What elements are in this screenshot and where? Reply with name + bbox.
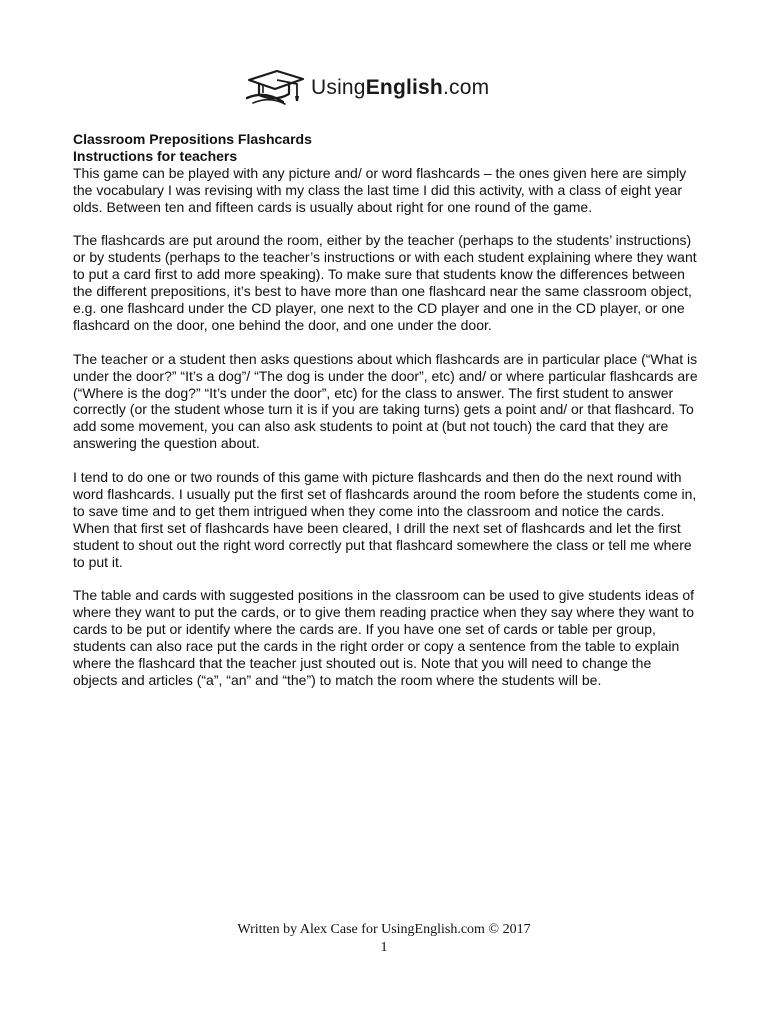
page-number: 1 <box>380 940 388 955</box>
page-footer <box>0 921 768 957</box>
paragraph: This game can be played with any picture and/ or word flashcards – the ones given here are simply the vocabulary I was revising with my class the last time I did this activity, with a class of eight year olds. Between ten and fifteen cards is usually about right for one round of the game. <box>73 164 687 215</box>
logo-text-using: Using <box>311 75 366 99</box>
graduation-cap-icon <box>245 68 307 106</box>
logo-text-english: English <box>365 75 443 99</box>
document-body <box>73 131 699 706</box>
document-title: Classroom Prepositions Flashcards <box>73 131 312 147</box>
logo-wordmark <box>311 77 489 98</box>
document-subtitle: Instructions for teachers <box>73 147 238 164</box>
paragraph: The flashcards are put around the room, either by the teacher (perhaps to the students’ instructions) or by students (perhaps to the teacher’s instructions or with each student explaining where they want to put a card first to add more speaking). To make sure that students know the differences between the different prepositions, it’s best to have more than one flashcard near the same classroom object, e.g. one flashcard under the CD player, one next to the CD player and one in the CD player, or one flashcard on the door, one behind the door, and one under the door. <box>73 232 697 333</box>
paragraph: I tend to do one or two rounds of this game with picture flashcards and then do the next round with word flashcards. I usually put the first set of flashcards around the room before the students come in, to save time and to get them intrigued when they come into the classroom and notice the cards. When that first set of flashcards have been cleared, I drill the next set of flashcards and let the first student to shout out the right word correctly put that flashcard somewhere the class or tell me where to put it. <box>73 469 697 570</box>
paragraph: The table and cards with suggested positions in the classroom can be used to give students ideas of where they want to put the cards, or to give them reading practice when they say where they want to cards to be put or identify where the cards are. If you have one set of cards or table per group, students can also race put the cards in the right order or copy a sentence from the table to explain where the flashcard that the teacher just shouted out is. Note that you will need to change the objects and articles (“a”, “an” and “the”) to match the room where the students will be. <box>73 587 695 688</box>
paragraph: The teacher or a student then asks questions about which flashcards are in particular place (“What is under the door?” “It’s a dog”/ “The dog is under the door”, etc) and/ or where particular flashcards are (“Where is the dog?” “It’s under the door”, etc) for the class to answer. The first student to answer correctly (or the student whose turn it is if you are taking turns) gets a point and/ or that flashcard. To add some movement, you can also ask students to point at (but not touch) the card that they are answering the question about. <box>73 350 698 452</box>
site-logo <box>245 68 489 106</box>
logo-text-com: .com <box>442 75 490 99</box>
footer-credit: Written by Alex Case for UsingEnglish.com © 2017 <box>237 922 531 937</box>
page-header <box>0 62 768 112</box>
